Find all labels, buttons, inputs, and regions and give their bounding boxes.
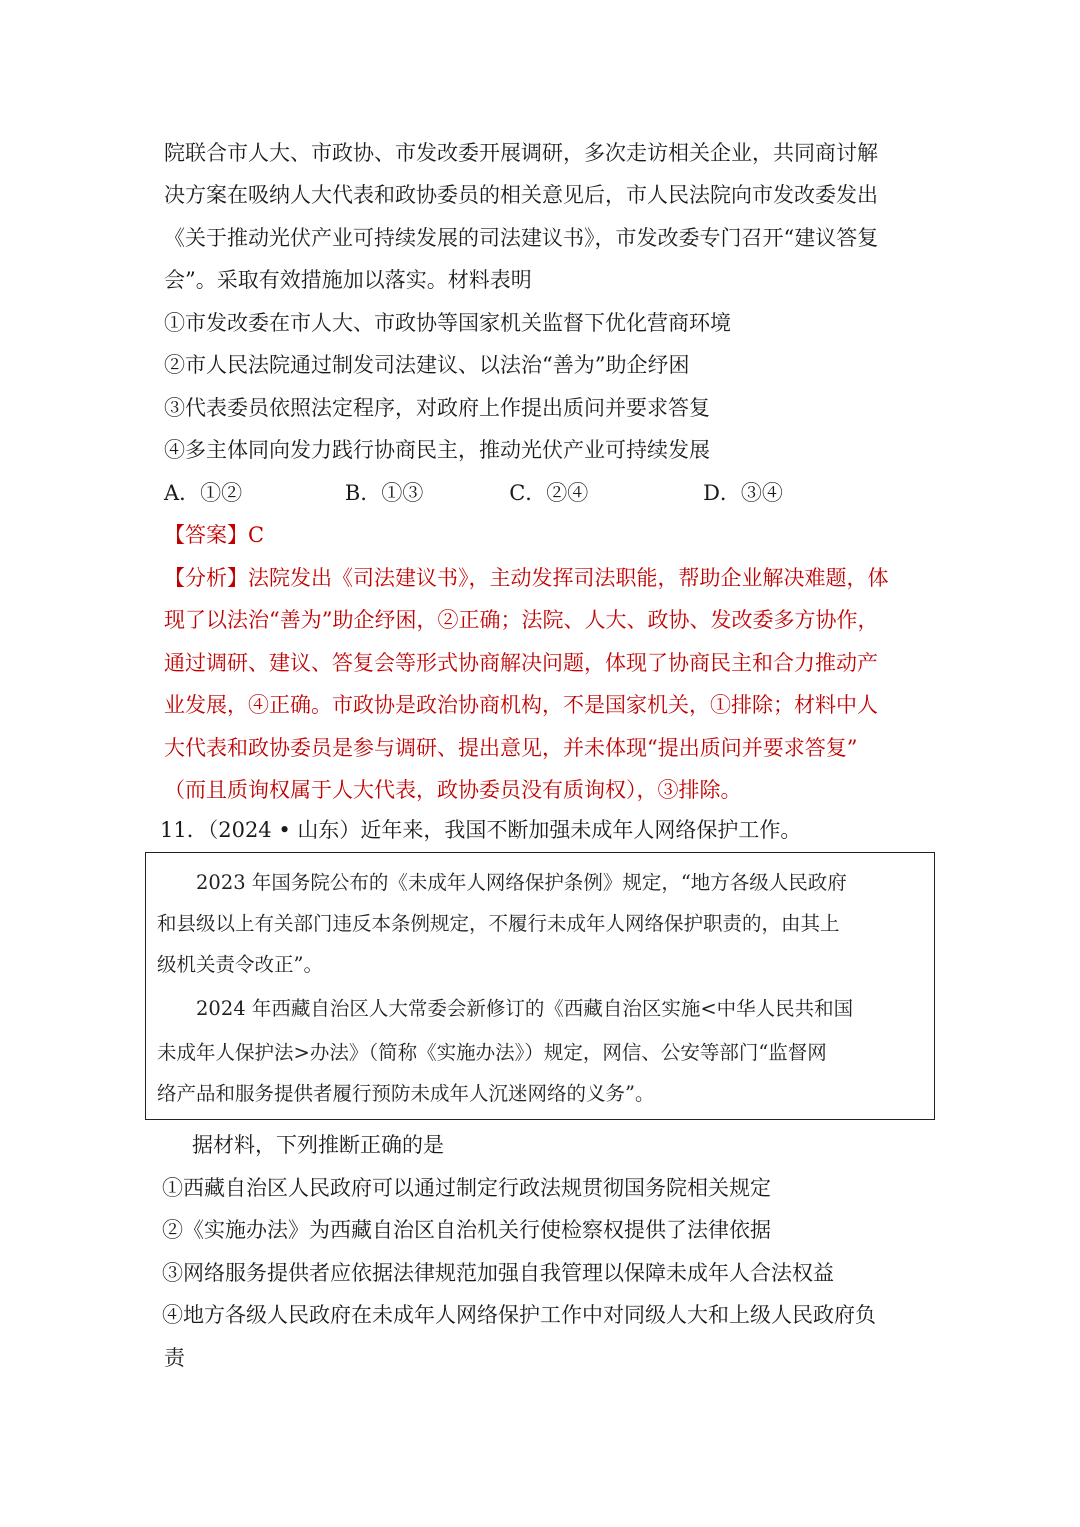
analysis-line-5: 大代表和政协委员是参与调研、提出意见，并未体现“提出质问并要求答复” [164,736,858,760]
q11-statement-2: ②《实施办法》为西藏自治区自治机关行使检察权提供了法律依据 [162,1218,771,1242]
question-11-title: 11．（2024 • 山东）近年来，我国不断加强未成年人网络保护工作。 [160,818,802,842]
passage-line-3: 《关于推动光伏产业可持续发展的司法建议书》，市发改委专门召开“建议答复 [164,226,879,250]
q10-statement-3: ③代表委员依照法定程序，对政府上作提出质问并要求答复 [164,396,710,420]
q10-statement-4: ④多主体同向发力践行协商民主，推动光伏产业可持续发展 [164,438,710,462]
analysis-line-4: 业发展，④正确。市政协是政治协商机构，不是国家机关，①排除；材料中人 [164,693,878,717]
option-c: C．②④ [509,481,589,505]
material-line-3: 级机关责令改正”。 [157,953,323,976]
answer-label: 【答案】C [164,523,265,547]
material-line-4: 2024 年西藏自治区人大常委会新修订的《西藏自治区实施<中华人民共和国 [157,997,854,1020]
passage-line-1: 院联合市人大、市政协、市发改委开展调研，多次走访相关企业，共同商讨解 [164,141,878,165]
material-line-5: 未成年人保护法>办法》（简称《实施办法》）规定，网信、公安等部门“监督网 [157,1041,827,1064]
analysis-line-2: 现了以法治“善为”助企纾困，②正确；法院、人大、政协、发改委多方协作， [164,608,879,632]
analysis-line-6: （而且质询权属于人大代表，政协委员没有质询权），③排除。 [164,778,742,802]
q11-statement-4-continued: 责 [164,1346,185,1370]
q10-options [164,478,884,508]
material-line-1: 2023 年国务院公布的《未成年人网络保护条例》规定，“地方各级人民政府 [157,871,847,894]
q11-statement-3: ③网络服务提供者应依据法律规范加强自我管理以保障未成年人合法权益 [162,1261,834,1285]
option-d: D．③④ [703,481,783,505]
material-line-2: 和县级以上有关部门违反本条例规定，不履行未成年人网络保护职责的，由其上 [157,912,840,935]
q11-statement-4: ④地方各级人民政府在未成年人网络保护工作中对同级人大和上级人民政府负 [162,1303,876,1327]
analysis-line-1: 【分析】法院发出《司法建议书》，主动发挥司法职能，帮助企业解决难题，体 [164,566,889,590]
passage-line-4: 会”。采取有效措施加以落实。材料表明 [164,268,532,292]
option-a: A．①② [164,481,243,505]
q11-statement-1: ①西藏自治区人民政府可以通过制定行政法规贯彻国务院相关规定 [162,1176,771,1200]
material-line-6: 络产品和服务提供者履行预防未成年人沉迷网络的义务”。 [157,1082,655,1105]
q10-statement-2: ②市人民法院通过制发司法建议、以法治“善为”助企纾困 [164,353,690,377]
passage-line-2: 决方案在吸纳人大代表和政协委员的相关意见后，市人民法院向市发改委发出 [164,183,878,207]
material-box [145,852,935,1120]
option-b: B．①③ [344,481,424,505]
question-11-prompt: 据材料，下列推断正确的是 [192,1133,444,1157]
analysis-line-3: 通过调研、建议、答复会等形式协商解决问题，体现了协商民主和合力推动产 [164,651,878,675]
q10-statement-1: ①市发改委在市人大、市政协等国家机关监督下优化营商环境 [164,311,731,335]
